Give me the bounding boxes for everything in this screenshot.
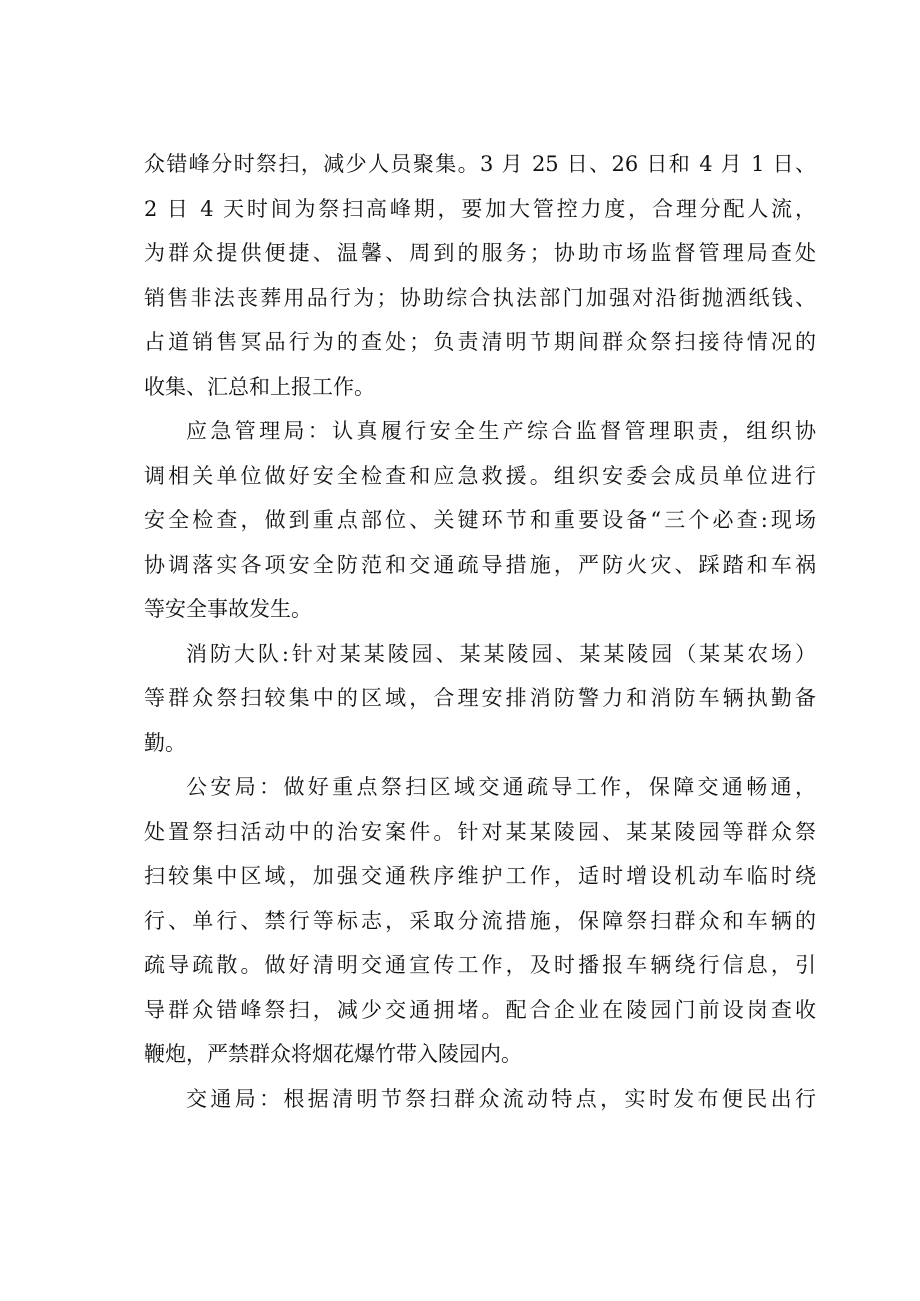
- text-line: 为群众提供便捷、温馨、周到的服务；协助市场监督管理局查处: [144, 241, 816, 265]
- text-line: 收集、汇总和上报工作。: [144, 374, 375, 399]
- text-line: 等群众祭扫较集中的区域，合理安排消防警力和消防车辆执勤备: [144, 686, 816, 710]
- text-line: 协调落实各项安全防范和交通疏导措施，严防火灾、踩踏和车祸: [144, 552, 816, 577]
- text-line: 等安全事故发生。: [144, 597, 312, 621]
- text-line: 鞭炮，严禁群众将烟花爆竹带入陵园内。: [144, 1042, 522, 1066]
- text-line: 疏导疏散。做好清明交通宣传工作，及时播报车辆绕行信息，引: [144, 953, 816, 977]
- text-line: 公安局：做好重点祭扫区域交通疏导工作，保障交通畅通，: [186, 775, 816, 799]
- paragraph-emergency-management: [144, 409, 816, 632]
- text-line: 应急管理局：认真履行安全生产综合监督管理职责，组织协: [186, 419, 816, 443]
- text-line: 2 日 4 天时间为祭扫高峰期，要加大管控力度，合理分配人流，: [144, 196, 816, 221]
- text-line: 占道销售冥品行为的查处；负责清明节期间群众祭扫接待情况的: [144, 330, 816, 354]
- text-line: 销售非法丧葬用品行为；协助综合执法部门加强对沿街抛洒纸钱、: [144, 285, 816, 310]
- paragraph-fire-brigade: [144, 632, 816, 766]
- paragraph-public-security: [144, 765, 816, 1077]
- paragraph-civil-affairs: [144, 142, 816, 409]
- text-line: 调相关单位做好安全检查和应急救援。组织安委会成员单位进行: [144, 463, 816, 488]
- text-line: 众错峰分时祭扫，减少人员聚集。3 月 25 日、26 日和 4 月 1 日、: [144, 152, 816, 176]
- text-line: 导群众错峰祭扫，减少交通拥堵。配合企业在陵园门前设岗查收: [144, 997, 816, 1022]
- text-line: 消防大队:针对某某陵园、某某陵园、某某陵园（某某农场）: [186, 641, 816, 666]
- text-line: 勤。: [144, 730, 186, 755]
- text-line: 处置祭扫活动中的治安案件。针对某某陵园、某某陵园等群众祭: [144, 819, 816, 844]
- text-line: 扫较集中区域，加强交通秩序维护工作，适时增设机动车临时绕: [144, 864, 816, 888]
- text-line: 行、单行、禁行等标志，采取分流措施，保障祭扫群众和车辆的: [144, 908, 816, 933]
- document-body: [144, 142, 816, 1121]
- text-line: 安全检查，做到重点部位、关键环节和重要设备“三个必查:现场: [144, 508, 816, 532]
- paragraph-transportation: [144, 1077, 816, 1122]
- text-line: 交通局：根据清明节祭扫群众流动特点，实时发布便民出行: [186, 1086, 816, 1111]
